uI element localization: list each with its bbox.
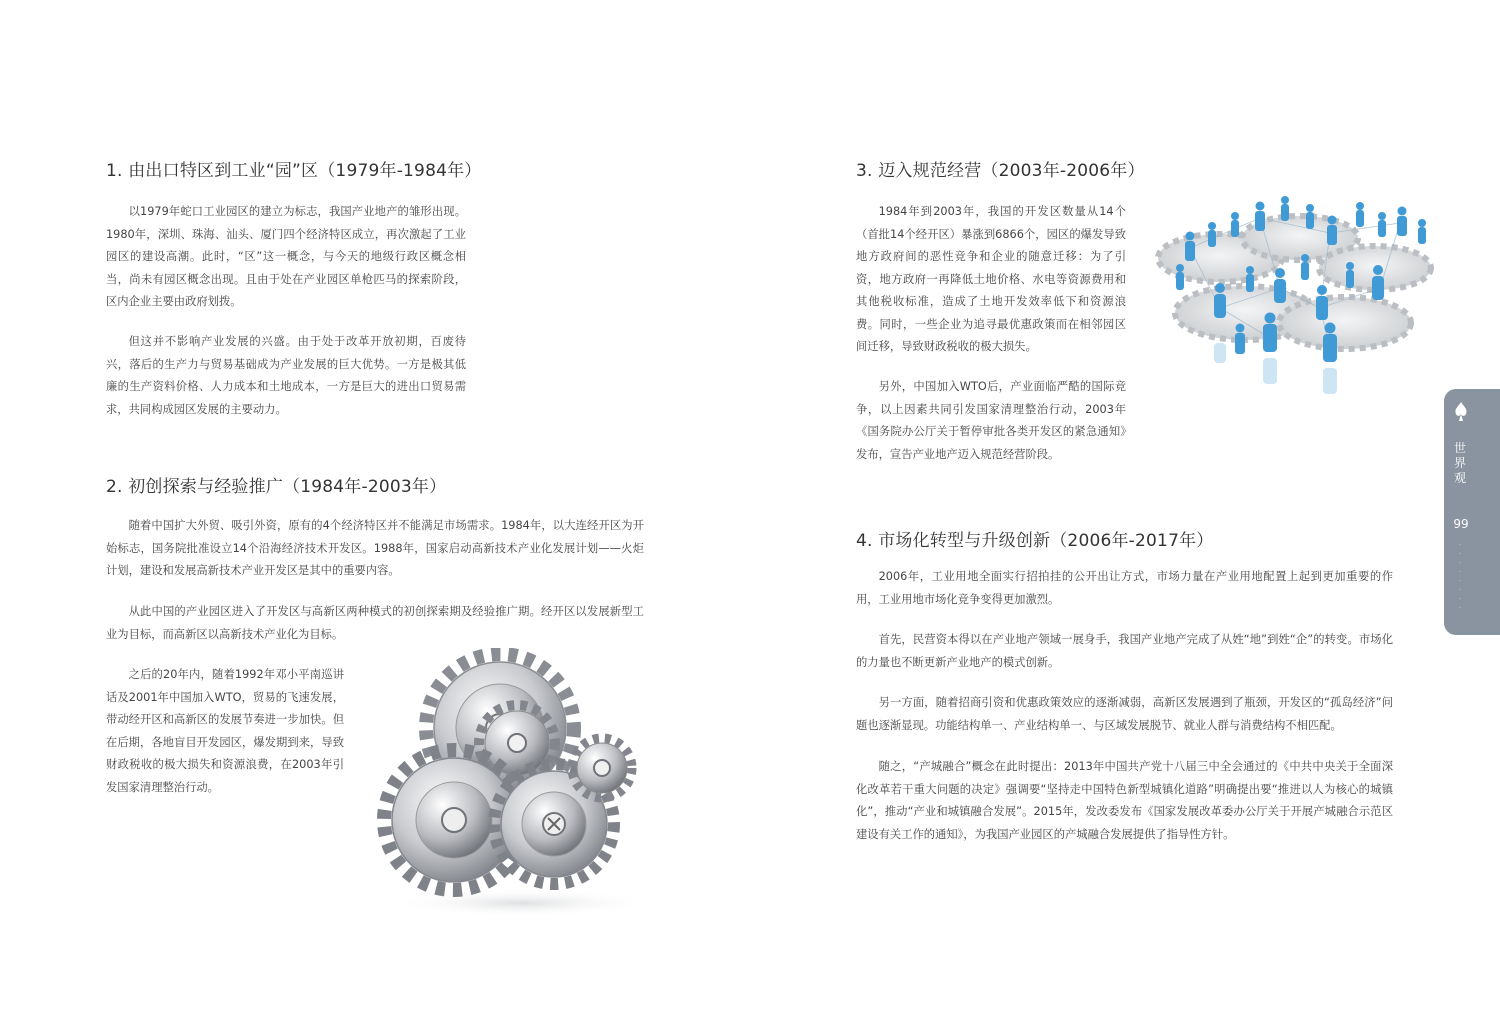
silver-gears-illustration [372,648,664,920]
section-2-paragraph-2: 从此中国的产业园区进入了开发区与高新区两种模式的初创探索期及经验推广期。经开区以发展新型工业为目标，而高新区以高新技术产业化为目标。 [106,605,644,641]
section-4-paragraph-4: 随之，“产城融合”概念在此时提出：2013年中国共产党十八届三中全会通过的《中共中央关于全面深化改革若干重大问题的决定》强调要“坚持走中国特色新型城镇化道路”明确提出要“推进以人为核心的城镇化”，推动“产业和城镇融合发展”。2015年，发改委发布《国家发展改革委办公厅关于开展产城融合示范区建设有关工作的通知》，为我国产业园区的产城融合发展提供了指导性方针。 [856,760,1393,841]
business-people-on-gears-network-illustration [1150,178,1440,418]
section-2-paragraph-1: 随着中国扩大外贸、吸引外资，原有的4个经济特区并不能满足市场需求。1984年，以大连经开区为开始标志，国务院批准设立14个沿海经济技术开发区。1988年，国家启动高新技术产业化发展计划——火炬计划，建设和发展高新技术产业开发区是其中的重要内容。 [106,519,644,577]
section-1-paragraph-2: 但这并不影响产业发展的兴盛。由于处于改革开放初期，百废待兴，落后的生产力与贸易基础成为产业发展的巨大优势。一方是极其低廉的生产资料价格、人力成本和土地成本，一方是巨大的进出口贸易需求，共同构成园区发展的主要动力。 [106,335,466,416]
section-1-heading: 1. 由出口特区到工业“园”区（1979年-1984年） [106,161,482,181]
section-2-heading: 2. 初创探索与经验推广（1984年-2003年） [106,477,447,497]
gear-plates-icon [1158,216,1431,349]
section-4-paragraph-2: 首先，民营资本得以在产业地产领域一展身手，我国产业地产完成了从姓“地”到姓“企”的转变。市场化的力量也不断更新产业地产的模式创新。 [856,633,1393,669]
section-3-paragraph-1: 1984年到2003年，我国的开发区数量从14个（首批14个经开区）暴涨到6866个，园区的爆发导致地方政府间的恶性竞争和企业的随意迁移：为了引资，地方政府一再降低土地价格、水电等资源费用和其他税收标准，造成了土地开发效率低下和资源浪费。同时，一些企业为追寻最优惠政策而在相邻园区间迁移，导致财政税收的极大损失。 [856,205,1126,353]
decorative-dots: · · · · · · · · [1459,541,1462,612]
section-3-paragraph-2: 另外，中国加入WTO后，产业面临严酷的国际竞争，以上因素共同引发国家清理整治行动，2003年《国务院办公厅关于暂停审批各类开发区的紧急通知》发布，宣告产业地产迈入规范经营阶段。 [856,380,1126,461]
section-3-heading: 3. 迈入规范经营（2003年-2006年） [856,161,1145,181]
spade-logo-icon [1454,401,1468,423]
section-4-paragraph-3: 另一方面，随着招商引资和优惠政策效应的逐渐减弱，高新区发展遇到了瓶颈，开发区的“孤岛经济”问题也逐渐显现。功能结构单一、产业结构单一、与区域发展脱节、就业人群与消费结构不相匹配。 [856,696,1393,732]
section-2-paragraph-3: 之后的20年内，随着1992年邓小平南巡讲话及2001年中国加入WTO，贸易的飞速发展，带动经开区和高新区的发展节奏进一步加快。但在后期，各地盲目开发园区，爆发期到来，导致财政税收的极大损失和资源浪费，在2003年引发国家清理整治行动。 [106,668,344,794]
section-4-heading: 4. 市场化转型与升级创新（2006年-2017年） [856,531,1214,551]
section-4-paragraph-1: 2006年，工业用地全面实行招拍挂的公开出让方式，市场力量在产业用地配置上起到更加重要的作用，工业用地市场化竞争变得更加激烈。 [856,570,1393,606]
page-number: 99 [1453,517,1469,531]
chapter-side-tab [1444,389,1500,635]
section-1-paragraph-1: 以1979年蛇口工业园区的建立为标志，我国产业地产的雏形出现。1980年，深圳、珠海、汕头、厦门四个经济特区成立，再次激起了工业园区的建设高潮。此时，“区”这一概念，与今天的地级行政区概念相当，尚未有园区概念出现。且由于处在产业园区单枪匹马的探索阶段，区内企业主要由政府划拨。 [106,205,466,308]
chapter-label: 世 界 观 [1453,441,1466,485]
